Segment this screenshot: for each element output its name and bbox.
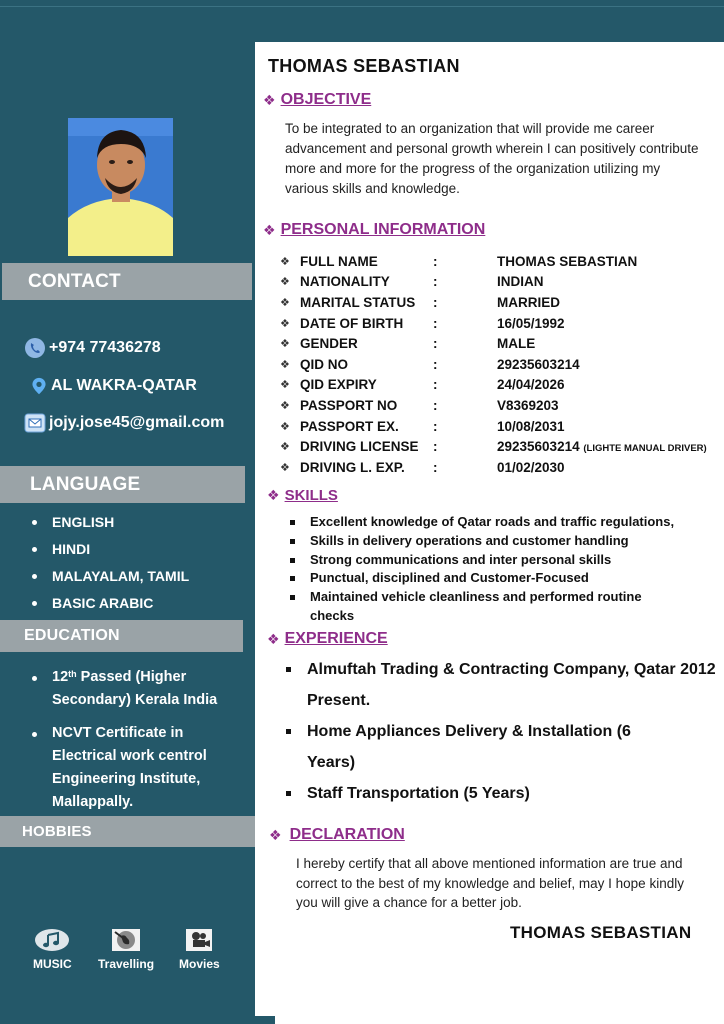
phone-number: +974 77436278 [49,339,161,356]
personal-info-label: FULL NAME [300,253,378,269]
personal-info-row [280,375,707,396]
declaration-section-header [269,826,405,844]
experience-list [286,654,716,809]
personal-info-row [280,416,707,437]
objective-section-header [263,91,371,109]
personal-info-label: DATE OF BIRTH [300,315,404,331]
diamond-bullet-icon: ❖ [269,826,282,843]
profile-photo [68,118,173,256]
skills-section-header [267,487,338,504]
personal-info-value-text: MARRIED [497,294,560,310]
language-item: MALAYALAM, TAMIL [30,567,189,594]
personal-info-row [280,292,707,313]
personal-info-separator: : [433,294,438,310]
personal-info-separator: : [433,356,438,372]
sidebar-foot-decoration [255,1016,275,1024]
personal-info-separator: : [433,459,438,475]
personal-info-value-text: 29235603214 [497,439,580,455]
diamond-bullet-icon: ❖ [280,338,290,351]
globe-icon [111,928,141,952]
contact-email[interactable] [24,412,224,434]
personal-info-value [497,416,707,437]
hobby-movies [179,928,220,971]
hobby-travelling [98,928,154,971]
education-grade: 12 [52,669,69,685]
personal-info-separator: : [433,253,438,269]
personal-heading: PERSONAL INFORMATION [280,221,486,238]
personal-info-row [280,457,707,478]
declaration-text: I hereby certify that all above mentioned information are true and correct to the best of my knowledge and belief, may I hope kindly you will give a chance for a better job. [296,856,684,910]
education-list [30,666,250,824]
contact-location [30,375,197,397]
diamond-bullet-icon: ❖ [280,358,290,371]
experience-section-header [267,630,388,648]
personal-info-separator: : [433,418,438,434]
education-item: NCVT Certificate in Electrical work centrol Engineering Institute, Mallappally. [30,722,250,814]
language-item: HINDI [30,540,189,567]
skills-heading: SKILLS [284,487,338,504]
diamond-bullet-icon: ❖ [280,379,290,392]
personal-info-value [497,333,707,354]
personal-info-value [497,457,707,478]
license-type-note: (LIGHTE MANUAL DRIVER) [583,443,707,455]
objective-heading: OBJECTIVE [280,91,372,108]
personal-info-row [280,272,707,293]
diamond-bullet-icon: ❖ [280,255,290,268]
personal-info-value [497,375,707,396]
skills-list [287,513,707,626]
personal-info-value-text: MALE [497,336,536,352]
personal-info-label: GENDER [300,336,358,352]
personal-info-label: PASSPORT NO [300,397,398,413]
personal-info-value-text: 01/02/2030 [497,459,565,475]
resume-name: THOMAS SEBASTIAN [268,56,460,76]
personal-section-header [263,221,485,239]
experience-item: Home Appliances Delivery & Installation (6 Years) [286,716,676,778]
personal-info-value [497,395,707,416]
hobbies-heading: HOBBIES [0,816,255,847]
hobby-label: MUSIC [33,957,72,971]
phone-icon [24,337,46,359]
personal-info-separator: : [433,274,438,290]
declaration-heading: DECLARATION [289,826,405,843]
skill-item: Maintained vehicle cleanliness and performed routine checks [287,588,667,626]
skill-item: Punctual, disciplined and Customer-Focused [287,569,707,588]
personal-info-table [280,251,707,478]
personal-info-value [497,436,707,457]
personal-info-value-text: 24/04/2026 [497,377,565,393]
education-heading: EDUCATION [0,620,243,652]
personal-info-row [280,333,707,354]
skill-item: Excellent knowledge of Qatar roads and traffic regulations, [287,513,707,532]
skill-item: Skills in delivery operations and customer handling [287,532,707,551]
hobby-music [33,928,72,971]
top-banner [0,0,724,42]
personal-info-row [280,436,707,457]
hobby-label: Movies [179,957,220,971]
diamond-bullet-icon: ❖ [280,420,290,433]
diamond-bullet-icon: ❖ [267,630,280,647]
personal-info-value-text: THOMAS SEBASTIAN [497,253,638,269]
diamond-bullet-icon: ❖ [280,276,290,289]
personal-info-label: QID EXPIRY [300,377,377,393]
hobby-label: Travelling [98,957,155,971]
personal-info-row [280,395,707,416]
personal-info-separator: : [433,377,438,393]
diamond-bullet-icon: ❖ [280,461,290,474]
personal-info-separator: : [433,336,438,352]
film-camera-icon [185,928,213,952]
education-item-text: Passed (Higher Secondary) Kerala India [52,669,218,708]
experience-item: Almuftah Trading & Contracting Company, Qatar 2012 Present. [286,654,716,716]
personal-info-value-text: 10/08/2031 [497,418,565,434]
top-banner-line [0,6,724,7]
signature-name: THOMAS SEBASTIAN [510,923,692,942]
diamond-bullet-icon: ❖ [280,296,290,309]
personal-info-value-text: INDIAN [497,274,544,290]
location-text: AL WAKRA-QATAR [51,377,197,394]
personal-info-value [497,354,707,375]
personal-info-value [497,251,707,272]
language-list [30,513,189,621]
profile-photo-figure [68,118,173,256]
personal-info-separator: : [433,439,438,455]
personal-info-value-text: 29235603214 [497,356,580,372]
personal-info-label: DRIVING L. EXP. [300,459,405,475]
personal-info-row [280,354,707,375]
diamond-bullet-icon: ❖ [280,317,290,330]
personal-info-value [497,313,707,334]
personal-info-value [497,292,707,313]
language-heading: LANGUAGE [0,466,245,503]
language-item: ENGLISH [30,513,189,540]
personal-info-row [280,313,707,334]
diamond-bullet-icon: ❖ [280,441,290,454]
education-item [30,666,250,712]
location-pin-icon [30,375,48,397]
personal-info-label: MARITAL STATUS [300,294,416,310]
skill-item: Strong communications and inter personal skills [287,551,707,570]
diamond-bullet-icon: ❖ [280,399,290,412]
diamond-bullet-icon: ❖ [263,91,276,108]
personal-info-label: DRIVING LICENSE [300,439,419,455]
language-item: BASIC ARABIC [30,594,189,621]
personal-info-label: QID NO [300,356,349,372]
education-grade-suffix: th [68,669,77,679]
email-icon [24,412,46,434]
personal-info-value-text: 16/05/1992 [497,315,565,331]
personal-info-label: PASSPORT EX. [300,418,399,434]
personal-info-value [497,272,707,293]
experience-heading: EXPERIENCE [284,630,388,647]
personal-info-value-text: V8369203 [497,397,559,413]
contact-phone[interactable] [24,337,161,359]
diamond-bullet-icon: ❖ [267,487,280,503]
personal-info-separator: : [433,315,438,331]
diamond-bullet-icon: ❖ [263,221,276,238]
experience-item: Staff Transportation (5 Years) [286,778,716,809]
personal-info-label: NATIONALITY [300,274,390,290]
personal-info-separator: : [433,397,438,413]
music-icon [34,928,70,952]
objective-text: To be integrated to an organization that will provide me career advancement and personal growth wherein I can positively contribute more and more for the progress of the organization utilizing my various skills and knowledge. [285,121,699,196]
contact-heading: CONTACT [2,263,252,300]
personal-info-row [280,251,707,272]
email-address: jojy.jose45@gmail.com [49,414,225,431]
